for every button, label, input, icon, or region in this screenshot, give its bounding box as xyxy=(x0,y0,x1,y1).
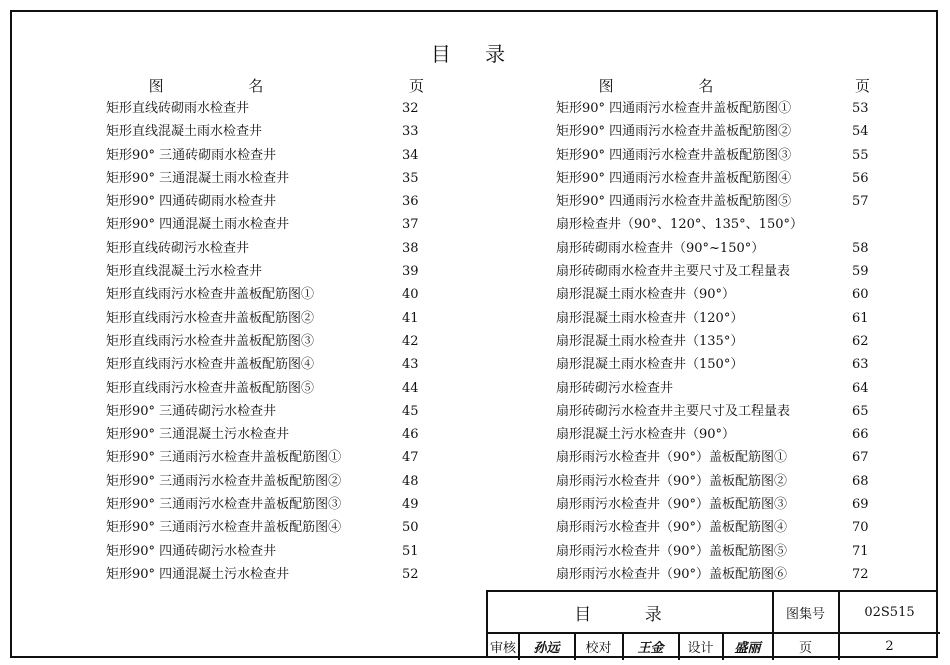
toc-entry-page: 50 xyxy=(402,520,419,536)
toc-entry-page: 46 xyxy=(402,427,419,443)
toc-entry xyxy=(556,563,874,586)
toc-entry-title: 矩形90° 四通砖砌污水检查井 xyxy=(106,543,277,559)
toc-entry-page: 37 xyxy=(402,217,419,233)
toc-entry-title: 矩形90° 三通混凝土污水检查井 xyxy=(106,427,290,443)
toc-entry-page: 70 xyxy=(852,520,869,536)
page-title: 目 录 xyxy=(430,42,520,66)
toc-entry xyxy=(556,237,874,260)
toc-entry-page: 55 xyxy=(852,147,869,163)
toc-header xyxy=(106,75,428,97)
toc-entry xyxy=(556,540,874,563)
header-page-label: 页 xyxy=(854,77,870,95)
toc-entry xyxy=(106,353,428,376)
toc-entry xyxy=(106,307,428,330)
toc-entry-title: 矩形直线混凝土污水检查井 xyxy=(106,264,263,280)
toc-entry xyxy=(556,446,874,469)
header-name-label: 图 名 xyxy=(598,77,754,95)
toc-entry-page: 38 xyxy=(402,240,419,256)
toc-right-column xyxy=(556,75,874,586)
toc-entry-page: 32 xyxy=(402,101,419,116)
toc-entry-title: 矩形90° 三通砖砌污水检查井 xyxy=(106,403,277,419)
toc-entry xyxy=(556,213,874,236)
toc-entry xyxy=(106,120,428,143)
review-label: 审核 xyxy=(489,641,516,656)
toc-list-right xyxy=(556,97,874,586)
toc-entry xyxy=(106,144,428,167)
toc-entry-title: 矩形90° 三通砖砌雨水检查井 xyxy=(106,147,277,163)
toc-entry xyxy=(556,400,874,423)
toc-entry-page: 51 xyxy=(402,543,419,559)
atlas-number-label: 图集号 xyxy=(785,606,825,622)
atlas-number: 02S515 xyxy=(864,604,915,620)
toc-entry xyxy=(106,493,428,516)
toc-left-column xyxy=(106,75,428,586)
toc-entry-page: 57 xyxy=(852,194,869,210)
design-signature: 盛丽 xyxy=(734,641,761,656)
header-page-label: 页 xyxy=(408,77,424,95)
toc-entry xyxy=(556,516,874,539)
toc-entry xyxy=(556,377,874,400)
toc-entry-page: 59 xyxy=(852,264,869,280)
toc-entry-title: 扇形混凝土雨水检查井（120°） xyxy=(556,310,744,326)
toc-entry xyxy=(556,260,874,283)
toc-entry-title: 扇形雨污水检查井（90°）盖板配筋图⑥ xyxy=(556,566,788,582)
toc-entry-page: 69 xyxy=(852,497,869,513)
title-block-drawing-title: 目 录 xyxy=(574,604,686,625)
toc-entry-page: 54 xyxy=(852,124,869,140)
toc-entry-title: 矩形90° 四通雨污水检查井盖板配筋图① xyxy=(556,101,792,116)
toc-entry-page: 43 xyxy=(402,357,419,373)
toc-entry-title: 矩形90° 四通雨污水检查井盖板配筋图③ xyxy=(556,147,792,163)
toc-entry-page: 34 xyxy=(402,147,419,163)
toc-entry-title: 扇形雨污水检查井（90°）盖板配筋图③ xyxy=(556,497,788,513)
toc-entry-title: 矩形90° 三通雨污水检查井盖板配筋图④ xyxy=(106,520,342,536)
toc-entry-page: 48 xyxy=(402,473,419,489)
toc-entry-title: 矩形直线混凝土雨水检查井 xyxy=(106,124,263,140)
toc-entry xyxy=(556,307,874,330)
toc-entry xyxy=(106,167,428,190)
toc-entry xyxy=(556,470,874,493)
toc-entry xyxy=(106,260,428,283)
toc-entry-title: 矩形90° 四通雨污水检查井盖板配筋图② xyxy=(556,124,792,140)
toc-entry-title: 矩形90° 三通混凝土雨水检查井 xyxy=(106,170,290,186)
toc-entry-title: 扇形砖砌污水检查井主要尺寸及工程量表 xyxy=(556,403,791,419)
toc-entry-title: 矩形直线雨污水检查井盖板配筋图⑤ xyxy=(106,380,315,396)
toc-entry-page: 33 xyxy=(402,124,419,140)
toc-entry xyxy=(106,400,428,423)
toc-entry-page: 72 xyxy=(852,566,869,582)
toc-entry-title: 扇形砖砌雨水检查井（90°~150°） xyxy=(556,240,765,256)
toc-entry-title: 矩形直线雨污水检查井盖板配筋图① xyxy=(106,287,315,303)
header-name-label: 图 名 xyxy=(148,77,304,95)
toc-entry xyxy=(556,97,874,120)
toc-entry-page: 63 xyxy=(852,357,869,373)
toc-entry-title: 扇形混凝土污水检查井（90°） xyxy=(556,427,736,443)
toc-entry-title: 矩形90° 三通雨污水检查井盖板配筋图③ xyxy=(106,497,342,513)
toc-entry-page: 68 xyxy=(852,473,869,489)
toc-entry-page: 67 xyxy=(852,450,869,466)
design-label: 设计 xyxy=(687,641,714,656)
toc-entry-title: 扇形混凝土雨水检查井（135°） xyxy=(556,333,744,349)
toc-entry-title: 矩形90° 四通雨污水检查井盖板配筋图④ xyxy=(556,170,792,186)
toc-entry-page: 42 xyxy=(402,333,419,349)
toc-entry xyxy=(106,470,428,493)
toc-entry-page: 40 xyxy=(402,287,419,303)
toc-entry-page: 58 xyxy=(852,240,869,256)
toc-entry xyxy=(106,190,428,213)
title-block xyxy=(486,590,938,658)
toc-entry xyxy=(106,283,428,306)
review-signature: 孙远 xyxy=(533,641,560,656)
toc-entry-title: 扇形砖砌雨水检查井主要尺寸及工程量表 xyxy=(556,264,791,280)
toc-entry-title: 矩形90° 三通雨污水检查井盖板配筋图① xyxy=(106,450,342,466)
toc-header xyxy=(556,75,874,97)
toc-entry-page: 39 xyxy=(402,264,419,280)
toc-entry-title: 矩形90° 四通混凝土雨水检查井 xyxy=(106,217,290,233)
toc-entry-title: 矩形直线雨污水检查井盖板配筋图④ xyxy=(106,357,315,373)
toc-entry-page: 60 xyxy=(852,287,869,303)
toc-list-left xyxy=(106,97,428,586)
toc-entry-title: 矩形直线雨污水检查井盖板配筋图③ xyxy=(106,333,315,349)
toc-entry xyxy=(106,423,428,446)
toc-entry-page: 49 xyxy=(402,497,419,513)
toc-entry xyxy=(106,446,428,469)
toc-entry-title: 扇形雨污水检查井（90°）盖板配筋图④ xyxy=(556,520,788,536)
toc-entry xyxy=(556,330,874,353)
toc-entry-title: 矩形直线雨污水检查井盖板配筋图② xyxy=(106,310,315,326)
toc-entry-title: 矩形直线砖砌污水检查井 xyxy=(106,240,250,256)
check-signature: 王金 xyxy=(637,641,664,656)
toc-entry-page: 56 xyxy=(852,170,869,186)
toc-entry-page: 41 xyxy=(402,310,419,326)
toc-entry-title: 扇形雨污水检查井（90°）盖板配筋图① xyxy=(556,450,788,466)
toc-entry xyxy=(556,190,874,213)
toc-entry-page: 45 xyxy=(402,403,419,419)
check-label: 校对 xyxy=(585,641,612,656)
toc-entry-title: 扇形砖砌污水检查井 xyxy=(556,380,674,396)
toc-entry-page: 35 xyxy=(402,170,419,186)
toc-entry xyxy=(556,120,874,143)
toc-entry-page: 66 xyxy=(852,427,869,443)
toc-entry-page: 71 xyxy=(852,543,869,559)
toc-entry-title: 矩形90° 四通雨污水检查井盖板配筋图⑤ xyxy=(556,194,792,210)
toc-entry-page: 53 xyxy=(852,101,869,116)
toc-entry-title: 矩形直线砖砌雨水检查井 xyxy=(106,101,250,116)
toc-entry-page: 65 xyxy=(852,403,869,419)
page-label: 页 xyxy=(798,641,812,656)
toc-entry-title: 矩形90° 三通雨污水检查井盖板配筋图② xyxy=(106,473,342,489)
toc-entry xyxy=(106,377,428,400)
toc-entry xyxy=(106,516,428,539)
page-number: 2 xyxy=(885,639,894,654)
toc-entry-page: 62 xyxy=(852,333,869,349)
toc-entry xyxy=(106,540,428,563)
toc-entry-page: 47 xyxy=(402,450,419,466)
toc-entry xyxy=(106,237,428,260)
toc-entry xyxy=(106,97,428,120)
toc-entry-title: 扇形雨污水检查井（90°）盖板配筋图⑤ xyxy=(556,543,788,559)
toc-entry-page: 44 xyxy=(402,380,419,396)
toc-entry-page: 36 xyxy=(402,194,419,210)
toc-entry-title: 矩形90° 四通砖砌雨水检查井 xyxy=(106,194,277,210)
toc-entry xyxy=(106,330,428,353)
toc-entry xyxy=(556,493,874,516)
toc-entry xyxy=(106,563,428,586)
toc-entry xyxy=(106,213,428,236)
toc-entry xyxy=(556,423,874,446)
toc-entry-page: 52 xyxy=(402,566,419,582)
toc-entry-page: 64 xyxy=(852,380,869,396)
toc-entry-title: 扇形检查井（90°、120°、135°、150°） xyxy=(556,217,803,233)
toc-entry xyxy=(556,283,874,306)
toc-entry xyxy=(556,167,874,190)
toc-entry-page: 61 xyxy=(852,310,869,326)
toc-entry-title: 扇形雨污水检查井（90°）盖板配筋图② xyxy=(556,473,788,489)
toc-entry-title: 扇形混凝土雨水检查井（150°） xyxy=(556,357,744,373)
toc-entry-title: 矩形90° 四通混凝土污水检查井 xyxy=(106,566,290,582)
toc-entry xyxy=(556,144,874,167)
toc-entry xyxy=(556,353,874,376)
toc-entry-title: 扇形混凝土雨水检查井（90°） xyxy=(556,287,736,303)
